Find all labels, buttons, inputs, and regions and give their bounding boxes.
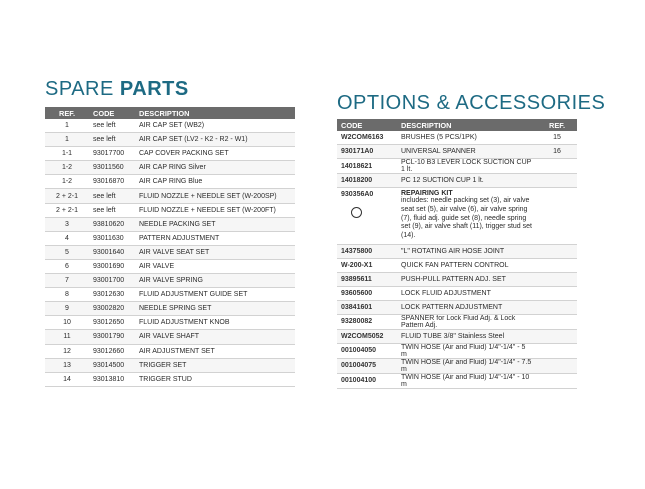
row-code: 14018621 [337, 159, 397, 174]
row-ref: 4 [45, 231, 89, 245]
row-ref [537, 329, 577, 343]
row-code: 93011560 [89, 161, 135, 175]
row-ref: 8 [45, 288, 89, 302]
row-description: CAP COVER PACKING SET [135, 147, 295, 161]
row-description: FLUID ADJUSTMENT GUIDE SET [135, 288, 295, 302]
table-row [45, 259, 295, 273]
row-description: FLUID TUBE 3/8" Stainless Steel [397, 329, 537, 343]
row-ref [537, 286, 577, 300]
row-code: 93001700 [89, 274, 135, 288]
column-header-ref: REF. [537, 119, 577, 131]
column-header-description: DESCRIPTION [135, 107, 295, 119]
spare-parts-title-bold: PARTS [119, 78, 189, 100]
table-header-row [337, 119, 577, 131]
table-row [337, 373, 577, 388]
row-description: PUSH-PULL PATTERN ADJ. SET [397, 272, 537, 286]
row-ref: 2 + 2-1 [45, 203, 89, 217]
row-description: LOCK PATTERN ADJUSTMENT [397, 300, 537, 314]
row-code: 03841601 [337, 300, 397, 314]
table-row [45, 344, 295, 358]
column-header-description: DESCRIPTION [397, 119, 537, 131]
table-row [45, 189, 295, 203]
table-row [45, 119, 295, 133]
row-code: see left [89, 119, 135, 133]
row-code: 930171A0 [337, 145, 397, 159]
table-row [337, 174, 577, 188]
row-ref [537, 258, 577, 272]
column-header-code: CODE [337, 119, 397, 131]
row-ref: 5 [45, 245, 89, 259]
options-table [337, 119, 577, 389]
row-code: 93011630 [89, 231, 135, 245]
row-ref [537, 159, 577, 174]
row-ref [537, 373, 577, 388]
table-row [337, 145, 577, 159]
repair-kit-description-cell [397, 188, 537, 245]
row-description: FLUID NOZZLE + NEEDLE SET (W-200SP) [135, 189, 295, 203]
row-ref: 12 [45, 344, 89, 358]
options-accessories-title: OPTIONS & ACCESSORIES [337, 92, 606, 114]
row-ref: 16 [537, 145, 577, 159]
row-ref: 1 [45, 133, 89, 147]
row-description: AIR CAP SET (LV2 - K2 - R2 - W1) [135, 133, 295, 147]
row-description: AIR VALVE SHAFT [135, 330, 295, 344]
table-row [337, 343, 577, 358]
row-ref [537, 174, 577, 188]
row-code: 93895611 [337, 272, 397, 286]
table-row [45, 330, 295, 344]
row-ref: 11 [45, 330, 89, 344]
row-description: QUICK FAN PATTERN CONTROL [397, 258, 537, 272]
table-row [45, 133, 295, 147]
row-ref: 7 [45, 274, 89, 288]
row-ref [537, 300, 577, 314]
row-ref [537, 244, 577, 258]
spare-parts-title [45, 79, 189, 99]
row-description: AIR CAP RING Silver [135, 161, 295, 175]
row-code: 93605600 [337, 286, 397, 300]
row-ref: 3 [45, 217, 89, 231]
repair-kit-text [401, 188, 533, 244]
row-code: 001004100 [337, 373, 397, 388]
row-description: PATTERN ADJUSTMENT [135, 231, 295, 245]
table-row [45, 274, 295, 288]
row-description: PC 12 SUCTION CUP 1 lt. [397, 174, 537, 188]
column-header-ref: REF. [45, 107, 89, 119]
row-code: 93002820 [89, 302, 135, 316]
row-description: LOCK FLUID ADJUSTMENT [397, 286, 537, 300]
table-row [337, 131, 577, 145]
repair-kit-row [337, 188, 577, 245]
row-code: see left [89, 133, 135, 147]
row-description: TWIN HOSE (Air and Fluid) 1/4"-1/4" - 5 m [397, 343, 537, 358]
table-row [337, 358, 577, 373]
table-row [45, 302, 295, 316]
row-description: TWIN HOSE (Air and Fluid) 1/4"-1/4" - 10 m [397, 373, 537, 388]
table-row [45, 231, 295, 245]
row-code: 93280082 [337, 314, 397, 329]
row-description: AIR VALVE SEAT SET [135, 245, 295, 259]
table-row [45, 372, 295, 386]
row-description: TRIGGER SET [135, 358, 295, 372]
row-description: AIR CAP RING Blue [135, 175, 295, 189]
column-header-code: CODE [89, 107, 135, 119]
row-code: 93001640 [89, 245, 135, 259]
row-ref: 15 [537, 131, 577, 145]
row-description: BRUSHES (5 PCS/1PK) [397, 131, 537, 145]
row-ref: 1-1 [45, 147, 89, 161]
spare-parts-table [45, 107, 295, 387]
row-code: 001004075 [337, 358, 397, 373]
table-row [45, 245, 295, 259]
table-header-row [45, 107, 295, 119]
repair-kit-code-cell [337, 188, 397, 245]
row-description: FLUID ADJUSTMENT KNOB [135, 316, 295, 330]
row-ref: 1-2 [45, 161, 89, 175]
row-ref: 6 [45, 259, 89, 273]
row-code: 93001790 [89, 330, 135, 344]
row-description: AIR ADJUSTMENT SET [135, 344, 295, 358]
row-ref: 14 [45, 372, 89, 386]
table-row [337, 244, 577, 258]
row-description: AIR CAP SET (WB2) [135, 119, 295, 133]
row-description: FLUID NOZZLE + NEEDLE SET (W-200FT) [135, 203, 295, 217]
table-row [337, 272, 577, 286]
row-description: TRIGGER STUD [135, 372, 295, 386]
table-row [45, 217, 295, 231]
row-code: W2COM5052 [337, 329, 397, 343]
table-row [45, 175, 295, 189]
row-ref: 13 [45, 358, 89, 372]
row-description: AIR VALVE SPRING [135, 274, 295, 288]
row-ref [537, 343, 577, 358]
table-row [45, 358, 295, 372]
table-row [337, 286, 577, 300]
table-row [45, 161, 295, 175]
table-row [337, 314, 577, 329]
row-ref: 10 [45, 316, 89, 330]
row-code: 93016870 [89, 175, 135, 189]
row-description: NEEDLE SPRING SET [135, 302, 295, 316]
row-ref [537, 358, 577, 373]
row-ref [537, 188, 577, 245]
table-row [337, 300, 577, 314]
row-code: 93017700 [89, 147, 135, 161]
row-description: "L" ROTATING AIR HOSE JOINT [397, 244, 537, 258]
table-row [337, 159, 577, 174]
table-row [45, 316, 295, 330]
row-code: 93012650 [89, 316, 135, 330]
row-code: 93012660 [89, 344, 135, 358]
row-code: 93012630 [89, 288, 135, 302]
table-row [337, 258, 577, 272]
repair-kit-code: 930356A0 [341, 191, 374, 198]
row-code: 14375800 [337, 244, 397, 258]
row-description: NEEDLE PACKING SET [135, 217, 295, 231]
row-code: 93014500 [89, 358, 135, 372]
repair-kit-includes: includes: needle packing set (3), air valve seat set (5), air valve (6), air valve spring (7), fluid adj. guide set (8), needle spring set (9), air valve shaft (11), trigger stud set (14). [401, 197, 532, 239]
row-ref [537, 314, 577, 329]
row-description: UNIVERSAL SPANNER [397, 145, 537, 159]
row-description: PCL-10 B3 LEVER LOCK SUCTION CUP 1 lt. [397, 159, 537, 174]
row-ref: 9 [45, 302, 89, 316]
spare-parts-title-light: SPARE [45, 78, 114, 100]
row-code: 14018200 [337, 174, 397, 188]
row-ref: 2 + 2-1 [45, 189, 89, 203]
row-ref: 1-2 [45, 175, 89, 189]
row-code: 93810620 [89, 217, 135, 231]
row-code: see left [89, 203, 135, 217]
row-code: W-200-X1 [337, 258, 397, 272]
row-ref [537, 272, 577, 286]
row-ref: 1 [45, 119, 89, 133]
row-code: 93013810 [89, 372, 135, 386]
row-code: W2COM6163 [337, 131, 397, 145]
table-row [45, 147, 295, 161]
row-code: see left [89, 189, 135, 203]
table-row [45, 203, 295, 217]
row-description: AIR VALVE [135, 259, 295, 273]
row-code: 93001690 [89, 259, 135, 273]
circle-icon [351, 207, 362, 218]
row-description: TWIN HOSE (Air and Fluid) 1/4"-1/4" - 7.5 m [397, 358, 537, 373]
table-row [45, 288, 295, 302]
row-code: 001004050 [337, 343, 397, 358]
repair-kit-title: REPAIRING KIT [401, 190, 453, 197]
row-description: SPANNER for Lock Fluid Adj. & Lock Pattern Adj. [397, 314, 537, 329]
table-row [337, 329, 577, 343]
